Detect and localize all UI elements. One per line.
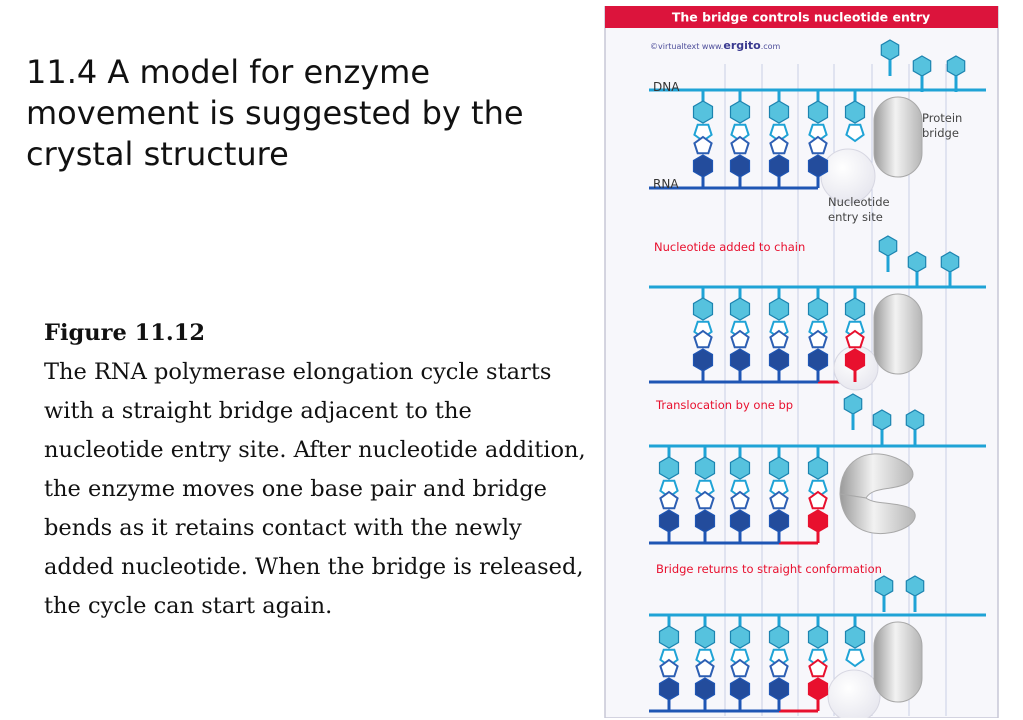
rna-base [809, 510, 828, 532]
dna-base [809, 101, 828, 123]
rna-base [809, 678, 828, 700]
rna-base [731, 155, 750, 177]
rna-base [731, 510, 750, 532]
free-nucleotide [947, 56, 964, 76]
rna-base [770, 678, 789, 700]
diagram-header: The bridge controls nucleotide entry [671, 9, 931, 25]
free-nucleotide [873, 410, 890, 430]
rna-base [731, 349, 750, 371]
dna-base [696, 626, 715, 648]
dna-base [809, 457, 828, 479]
step-label-1: Nucleotide added to chain [654, 240, 806, 254]
rna-base [770, 510, 789, 532]
dna-base [809, 298, 828, 320]
figure-label: Figure 11.12 [44, 320, 206, 346]
rna-base [770, 349, 789, 371]
caption-text: The RNA polymerase elongation cycle starts with a straight bridge adjacent to the nucleotide entry site. After nucleotide addition, the enzyme moves one base pair and bridge bends as it retains contact with the newly added nucleotide. When the bridge is released, the cycle can start again. [44, 359, 586, 619]
slide-title: 11.4 A model for enzyme movement is suggested by the crystal structure [26, 53, 524, 173]
rna-base [696, 678, 715, 700]
dna-base [770, 457, 789, 479]
dna-base [731, 298, 750, 320]
elongation-diagram [604, 6, 1000, 718]
dna-base [770, 101, 789, 123]
dna-base [846, 626, 865, 648]
protein-bridge-label: Protein bridge [922, 111, 963, 140]
free-nucleotide [879, 236, 896, 256]
rna-base [694, 155, 713, 177]
dna-base [694, 101, 713, 123]
step-label-3: Bridge returns to straight conformation [656, 562, 882, 576]
figure-caption [44, 314, 589, 626]
protein-bridge [874, 97, 922, 177]
free-nucleotide [844, 394, 861, 414]
dna-base [846, 298, 865, 320]
rna-base [694, 349, 713, 371]
free-nucleotide [906, 576, 923, 596]
dna-base [731, 457, 750, 479]
free-nucleotide [875, 576, 892, 596]
dna-base [696, 457, 715, 479]
protein-bridge [874, 294, 922, 374]
free-nucleotide [908, 252, 925, 272]
rna-label: RNA [653, 177, 679, 191]
free-nucleotide [906, 410, 923, 430]
free-nucleotide [941, 252, 958, 272]
dna-base [846, 101, 865, 123]
rna-base [660, 510, 679, 532]
free-nucleotide [913, 56, 930, 76]
protein-bridge [874, 622, 922, 702]
rna-base [846, 349, 865, 371]
entry-site-label: Nucleotide entry site [828, 195, 890, 224]
dna-base [731, 626, 750, 648]
rna-base [660, 678, 679, 700]
credit-line: ©virtualtext www.ergito.com [650, 39, 781, 52]
dna-base [660, 626, 679, 648]
nucleotide-entry-site [828, 670, 880, 718]
rna-base [809, 349, 828, 371]
rna-base [696, 510, 715, 532]
dna-base [660, 457, 679, 479]
free-nucleotide [881, 40, 898, 60]
dna-base [731, 101, 750, 123]
rna-base [731, 678, 750, 700]
dna-label: DNA [653, 80, 680, 94]
dna-base [770, 626, 789, 648]
rna-base [770, 155, 789, 177]
rna-base [809, 155, 828, 177]
dna-base [694, 298, 713, 320]
dna-base [809, 626, 828, 648]
step-label-2: Translocation by one bp [656, 398, 794, 412]
dna-base [770, 298, 789, 320]
